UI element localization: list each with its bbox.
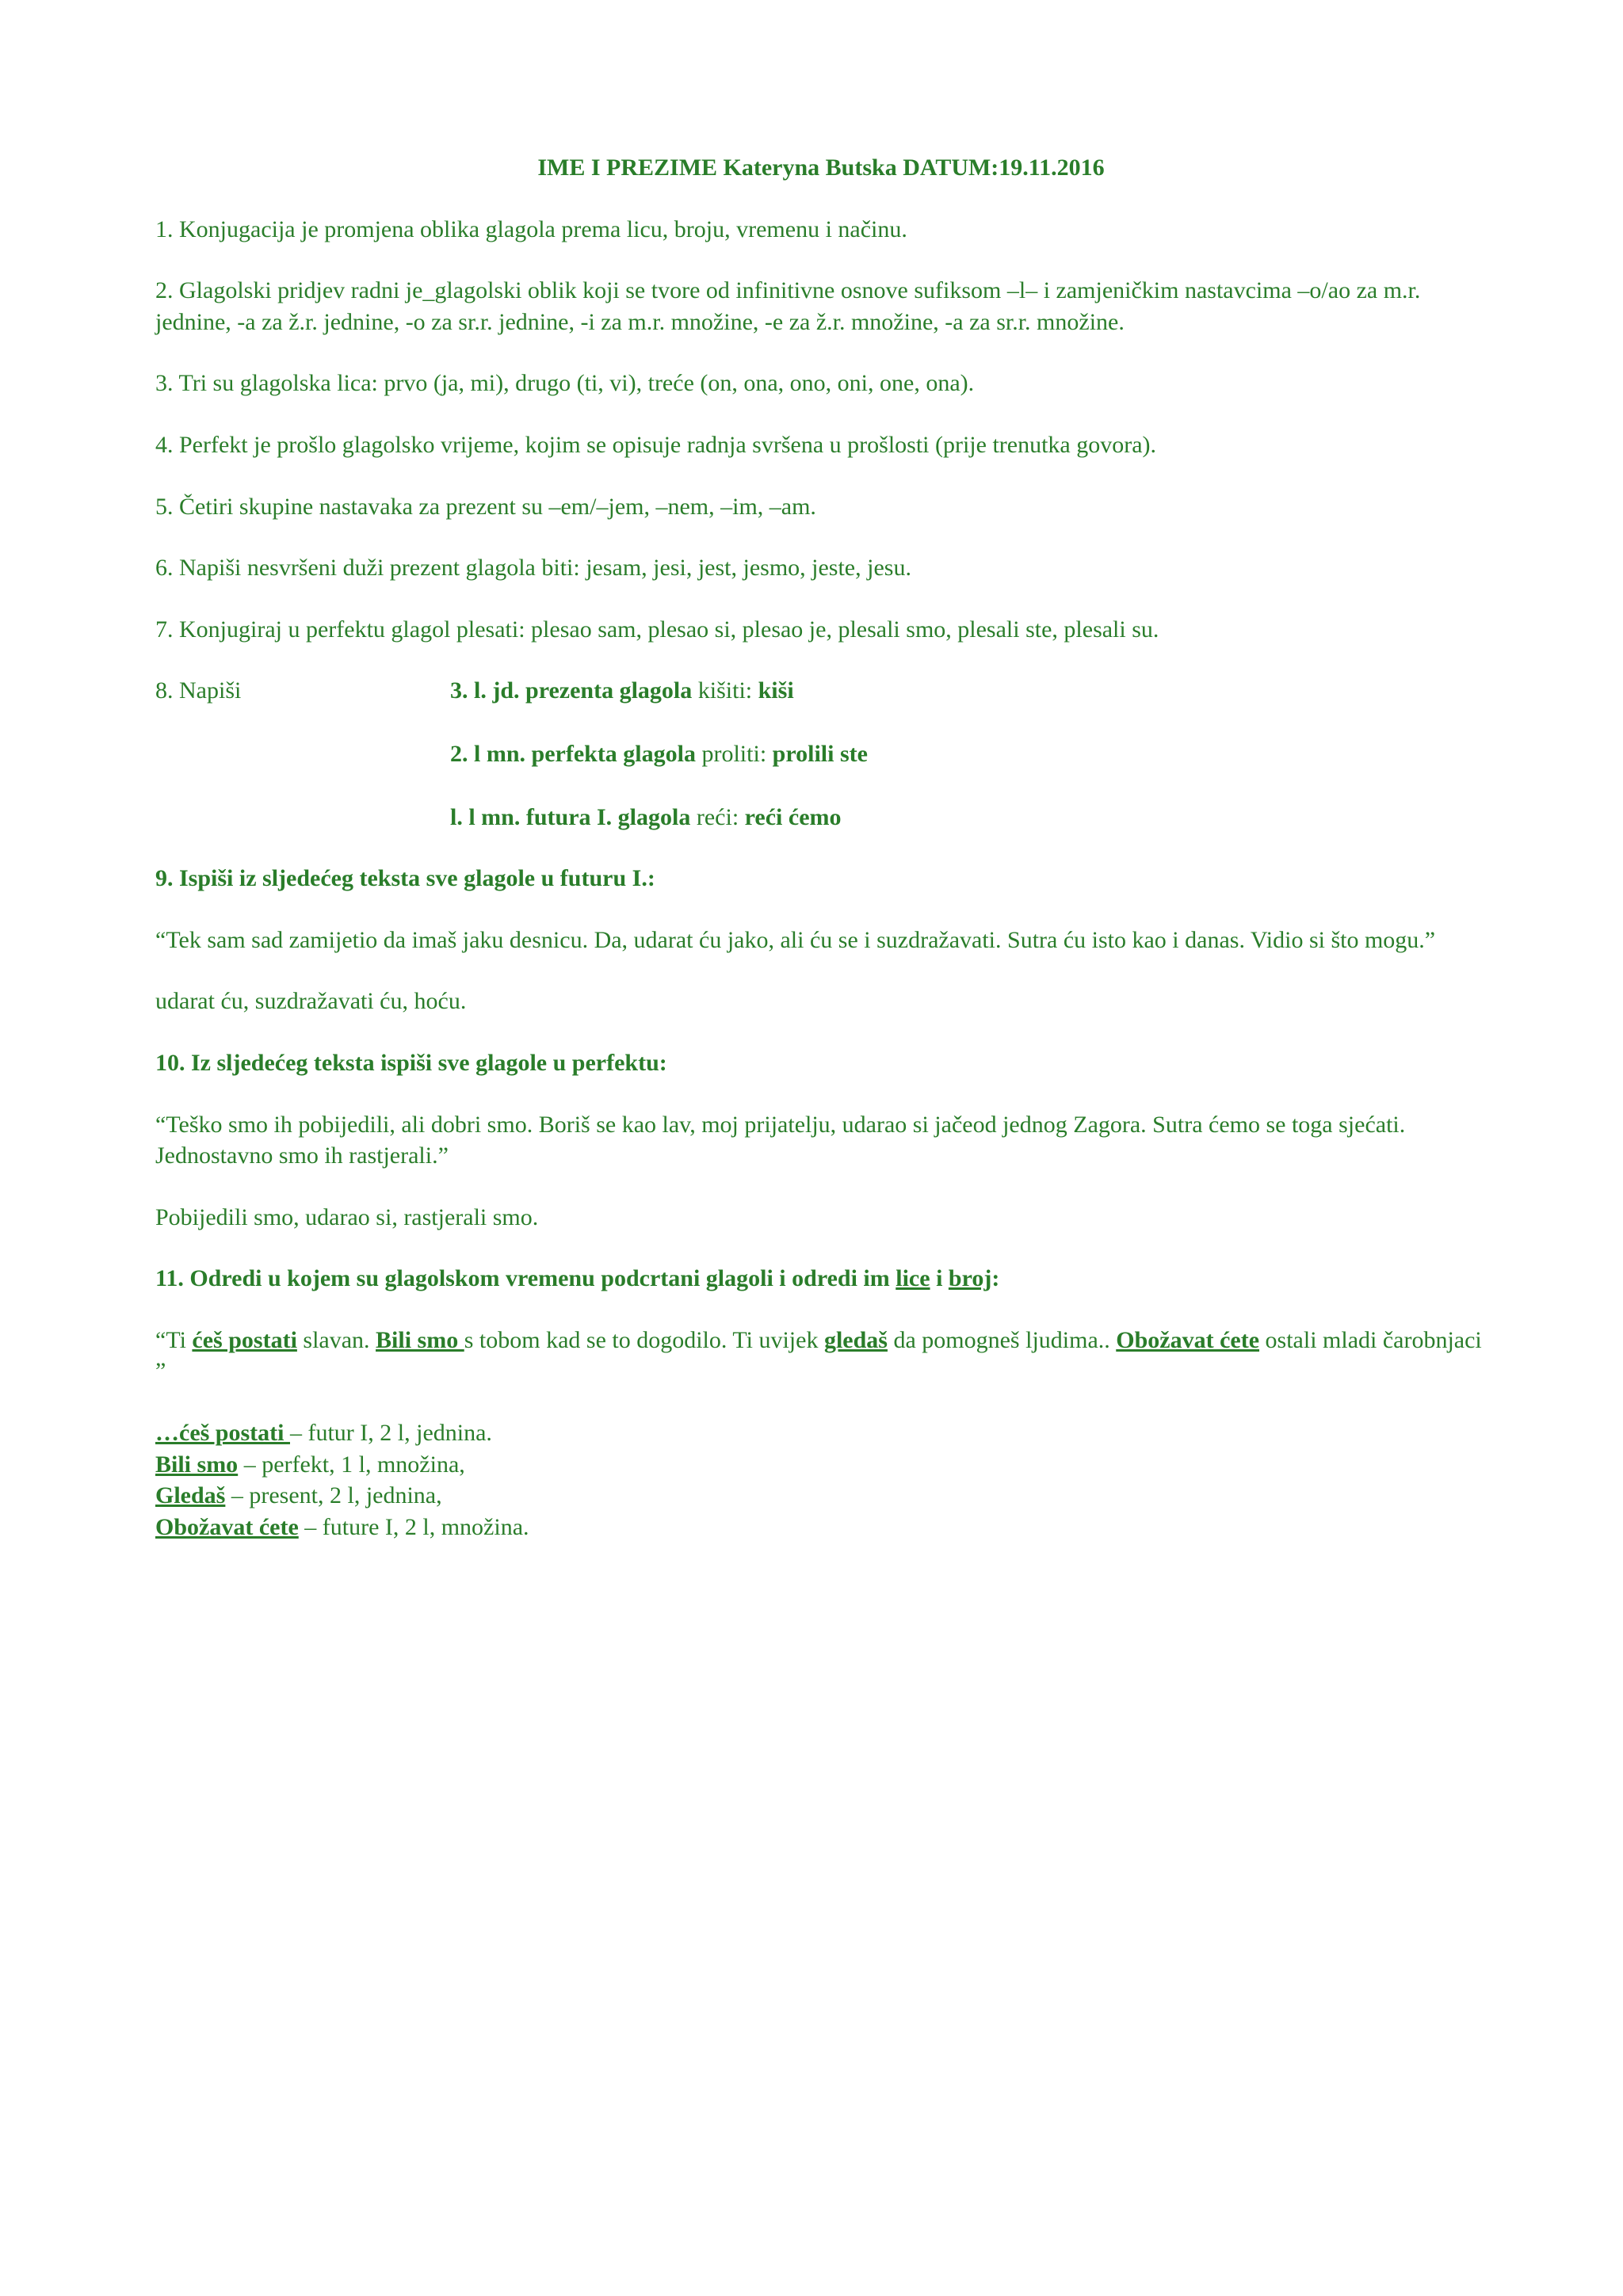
- question-9-answer: udarat ću, suzdražavati ću, hoću.: [155, 988, 467, 1015]
- answer-rest: – present, 2 l, jednina,: [225, 1482, 442, 1509]
- question-8-row: [450, 675, 868, 707]
- question-11-heading-text: 11. Odredi u kojem su glagolskom vremenu podcrtani glagoli i odredi im: [155, 1265, 896, 1292]
- text-segment: da pomogneš ljudima..: [887, 1326, 1117, 1353]
- underlined-verb: Bili smo: [376, 1326, 464, 1353]
- underlined-verb: gledaš: [823, 1326, 888, 1353]
- question-8-row: [450, 738, 868, 770]
- answer-line: [155, 1449, 1487, 1481]
- question-8-verb: proliti:: [695, 740, 773, 767]
- question-8-row: [450, 802, 868, 833]
- question-4: 4. Perfekt je prošlo glagolsko vrijeme, kojim se opisuje radnja svršena u prošlosti (prije trenutka govora).: [155, 431, 1157, 458]
- question-8: [155, 675, 1487, 833]
- question-10-heading: 10. Iz sljedećeg teksta ispiši sve glagole u perfektu:: [155, 1049, 667, 1076]
- question-8-answer: kiši: [758, 677, 794, 704]
- text-segment: slavan.: [296, 1326, 376, 1353]
- question-11-heading-colon: :: [991, 1265, 1000, 1292]
- answer-verb: Bili smo: [155, 1451, 239, 1478]
- question-8-verb: reći:: [690, 803, 745, 830]
- question-11-heading-and: i: [930, 1265, 949, 1292]
- question-3: 3. Tri su glagolska lica: prvo (ja, mi), drugo (ti, vi), treće (on, ona, ono, oni, one, ona).: [155, 370, 975, 397]
- question-8-rows: [450, 675, 868, 833]
- question-8-answer: prolili ste: [772, 740, 868, 767]
- question-5: 5. Četiri skupine nastavaka za prezent su –em/–jem, –nem, –im, –am.: [155, 493, 816, 520]
- question-11-heading-broj: broj: [948, 1265, 992, 1292]
- question-8-prompt: 2. l mn. perfekta glagola: [450, 740, 696, 767]
- answer-rest: – perfekt, 1 l, množina,: [238, 1451, 465, 1478]
- question-11-answers: [155, 1417, 1487, 1543]
- document-title: IME I PREZIME Kateryna Butska DATUM:19.11.2016: [537, 154, 1105, 181]
- question-11-text: [155, 1325, 1487, 1387]
- underlined-verb: Obožavat ćete: [1116, 1326, 1260, 1353]
- answer-rest: – futur I, 2 l, jednina.: [289, 1420, 492, 1447]
- question-8-prompt: 3. l. jd. prezenta glagola: [450, 677, 693, 704]
- question-11-heading: [155, 1263, 1487, 1295]
- underlined-verb: ćeš postati: [192, 1326, 297, 1353]
- question-9-text: “Tek sam sad zamijetio da imaš jaku desnicu. Da, udarat ću jako, ali ću se i suzdražavati. Sutra ću isto kao i danas. Vidio si što mogu.”: [155, 926, 1436, 953]
- question-8-label: 8. Napiši: [155, 677, 242, 704]
- question-8-answer: reći ćemo: [744, 803, 842, 830]
- question-10-answer: Pobijedili smo, udarao si, rastjerali smo.: [155, 1203, 539, 1230]
- question-6: 6. Napiši nesvršeni duži prezent glagola biti: jesam, jesi, jest, jesmo, jeste, jesu.: [155, 555, 911, 582]
- question-11-heading-lice: lice: [896, 1265, 930, 1292]
- question-2: 2. Glagolski pridjev radni je_glagolski oblik koji se tvore od infinitivne osnove sufiksom –l– i zamjeničkim nastavcima –o/ao za m.r. jednine, -a za ž.r. jednine, -o za sr.r. jednine, -i za m.r. množine, -e za ž.r. množine, -a za sr.r. množine.: [155, 277, 1421, 335]
- text-segment: ostali mladi čarobnjaci ”: [155, 1326, 1482, 1385]
- document-content: [155, 152, 1487, 1573]
- answer-rest: – future I, 2 l, množina.: [298, 1513, 529, 1540]
- answer-verb: Obožavat ćete: [155, 1513, 299, 1540]
- answer-line: [155, 1512, 1487, 1543]
- question-8-prompt: l. l mn. futura I. glagola: [450, 803, 691, 830]
- question-10-text: “Teško smo ih pobijedili, ali dobri smo. Boriš se kao lav, moj prijatelju, udarao si jačeod jednog Zagora. Sutra ćemo se toga sjećati. Jednostavno smo ih rastjerali.”: [155, 1111, 1406, 1169]
- text-segment: s tobom kad se to dogodilo. Ti uvijek: [464, 1326, 824, 1353]
- question-8-verb: kišiti:: [692, 677, 758, 704]
- question-7: 7. Konjugiraj u perfektu glagol plesati: plesao sam, plesao si, plesao je, plesali smo, plesali ste, plesali su.: [155, 616, 1159, 643]
- text-segment: “Ti: [155, 1326, 193, 1353]
- answer-verb: Gledaš: [155, 1482, 226, 1509]
- answer-verb: …ćeš postati: [155, 1420, 290, 1447]
- answer-line: [155, 1417, 1487, 1449]
- question-1: 1. Konjugacija je promjena oblika glagola prema licu, broju, vremenu i načinu.: [155, 215, 907, 242]
- question-9-heading: 9. Ispiši iz sljedećeg teksta sve glagole u futuru I.:: [155, 865, 655, 892]
- answer-line: [155, 1480, 1487, 1512]
